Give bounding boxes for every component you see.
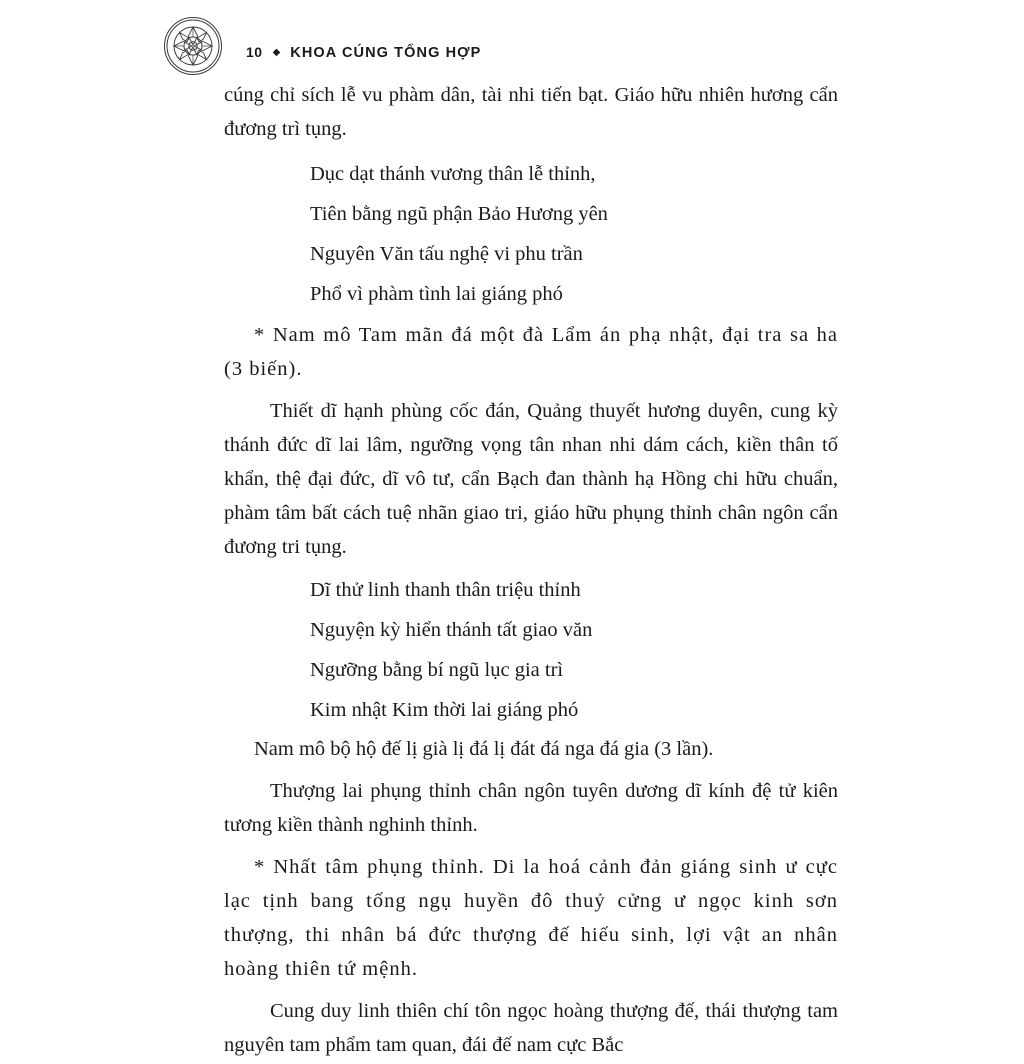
paragraph-7: Cung duy linh thiên chí tôn ngọc hoàng thượng đế, thái thượng tam nguyên tam phẩm tam quan, đái đế nam cực Bắc — [224, 1000, 838, 1056]
verse-line: Ngưỡng bằng bí ngũ lục gia trì — [310, 659, 564, 681]
verse-line: Nguyên Văn tấu nghệ vi phu trần — [310, 243, 583, 265]
paragraph-3: Thiết dĩ hạnh phùng cốc đán, Quảng thuyết hương duyên, cung kỳ thánh đức dĩ lai lâm, ngưỡng vọng tân nhan nhi dám cách, kiền thân tố khẩn, thệ đại đức, dĩ vô tư, cẩn Bạch đan thành hạ Hồng chi hữu chuẩn, phàm tâm bất cách tuệ nhãn giao tri, giáo hữu phụng thỉnh chân ngôn cẩn đương tri tụng. — [224, 400, 838, 558]
verse-block-2 — [224, 570, 838, 730]
verse-line: Nguyện kỳ hiển thánh tất giao văn — [310, 619, 593, 641]
page-header — [0, 8, 1024, 80]
verse-block-1 — [224, 154, 838, 314]
verse-line: Tiên bằng ngũ phận Bảo Hương yên — [310, 203, 608, 225]
running-head-title: KHOA CÚNG TỔNG HỢP — [290, 45, 482, 61]
paragraph-6-invocation: * Nhất tâm phụng thỉnh. Di la hoá cảnh đản giáng sinh ư cực lạc tịnh bang tống ngụ huyền đô thuỷ cửng ư ngọc kinh sơn thượng, thi nhân bá đức thượng đế hiếu sinh, lợi vật an nhân hoàng thiên tứ mệnh. — [224, 856, 838, 980]
page-body — [224, 78, 838, 1064]
verse-line: Phổ vì phàm tình lai giáng phó — [310, 283, 563, 305]
paragraph-1: cúng chỉ sích lễ vu phàm dân, tài nhi tiến bạt. Giáo hữu nhiên hương cẩn đương trì tụng. — [224, 84, 838, 140]
verse-line: Dĩ thử linh thanh thân triệu thỉnh — [310, 579, 581, 601]
paragraph-5: Thượng lai phụng thỉnh chân ngôn tuyên dương dĩ kính đệ tử kiên tương kiền thành nghinh thỉnh. — [224, 780, 838, 836]
page-number: 10 — [246, 44, 263, 60]
paragraph-4-mantra: Nam mô bộ hộ đế lị già lị đá lị đát đá nga đá gia (3 lần). — [254, 738, 714, 760]
diamond-bullet-icon: ◆ — [272, 47, 281, 58]
running-header-line — [246, 44, 481, 61]
verse-line: Dục dạt thánh vương thân lễ thỉnh, — [310, 163, 596, 185]
rosette-ornament-icon — [163, 16, 223, 76]
paragraph-2-mantra: * Nam mô Tam mãn đá một đà Lẩm án phạ nhật, đại tra sa ha (3 biến). — [224, 324, 838, 380]
verse-line: Kim nhật Kim thời lai giáng phó — [310, 699, 579, 721]
